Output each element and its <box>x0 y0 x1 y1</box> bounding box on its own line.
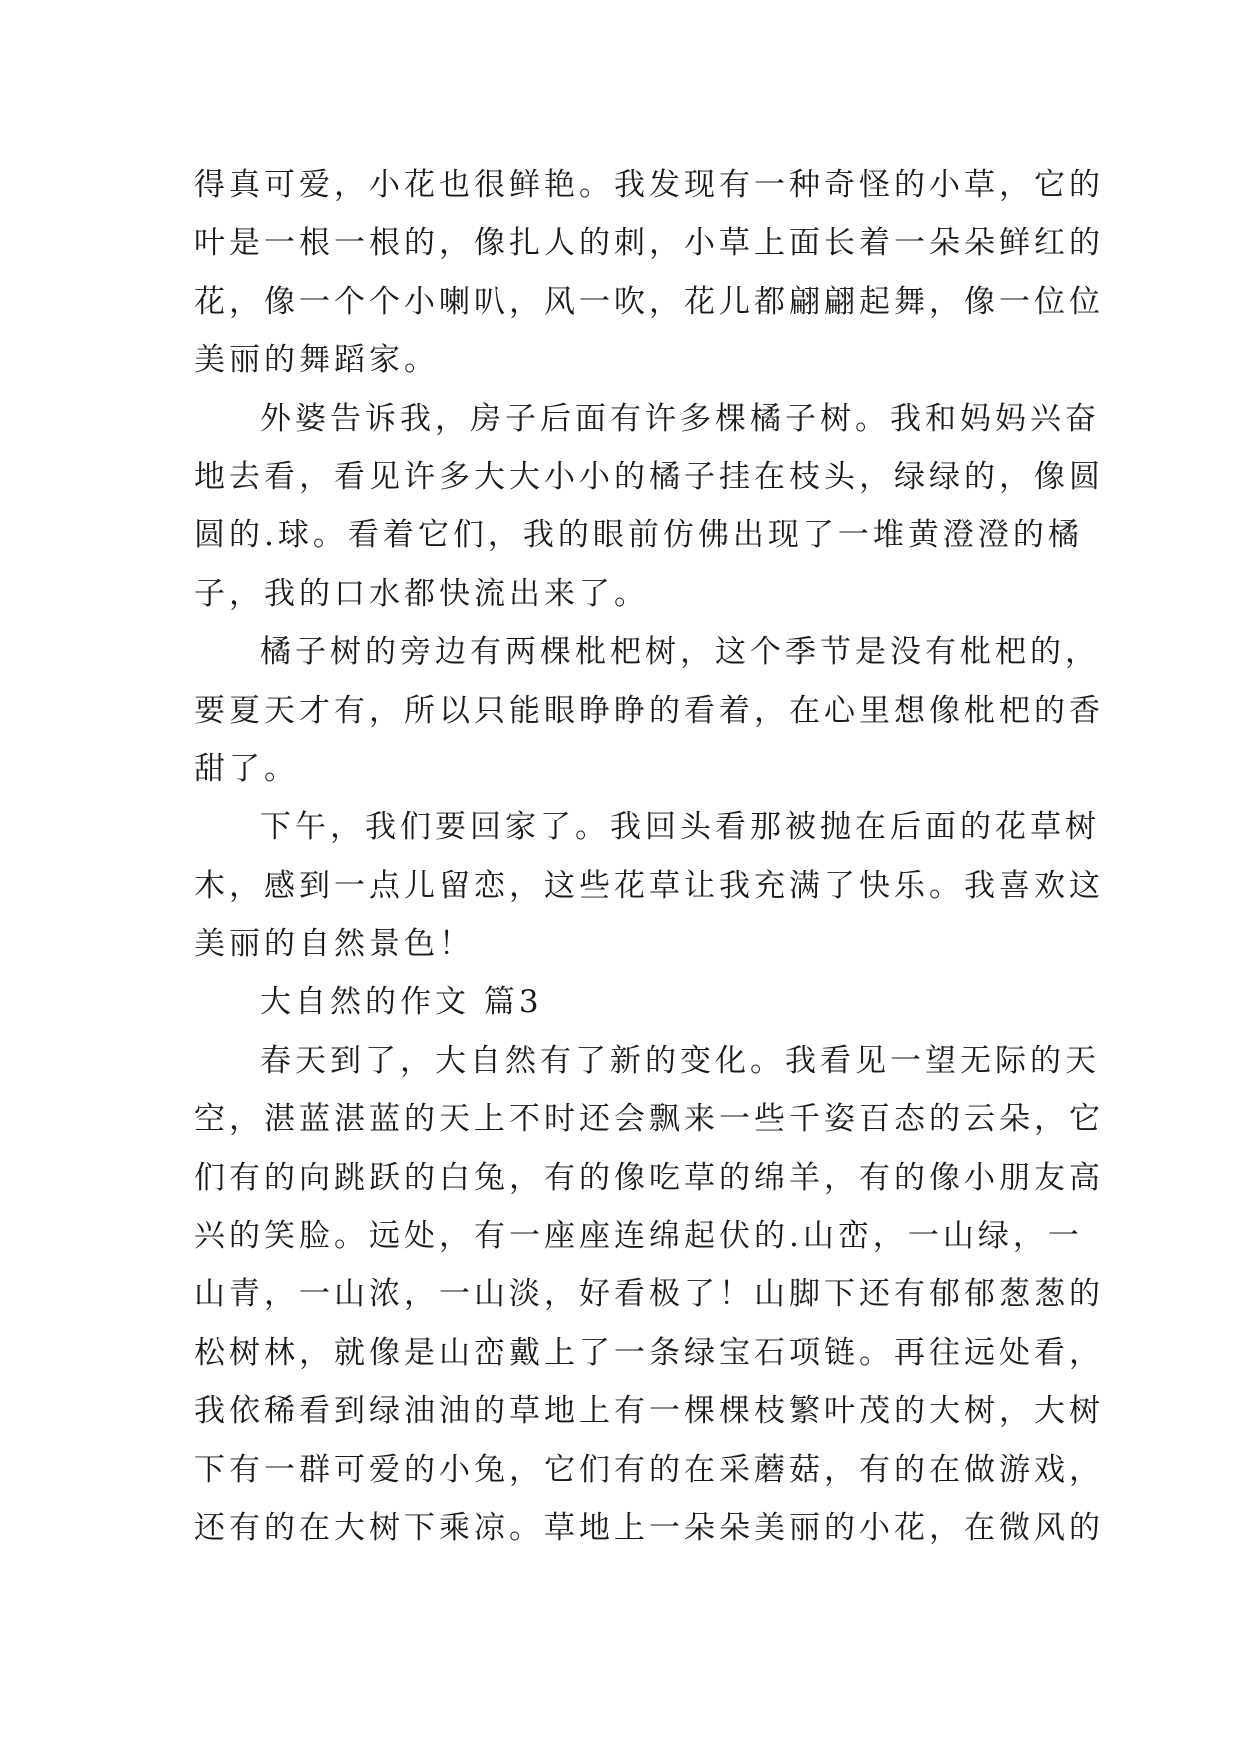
text-line: 我依稀看到绿油油的草地上有一棵棵枝繁叶茂的大树，大树 <box>194 1393 1104 1430</box>
text-line: 山青，一山浓，一山淡，好看极了！山脚下还有郁郁葱葱的 <box>194 1276 1104 1313</box>
text-line: 们有的向跳跃的白兔，有的像吃草的绵羊，有的像小朋友高 <box>194 1159 1104 1196</box>
text-line: 木，感到一点儿留恋，这些花草让我充满了快乐。我喜欢这 <box>194 867 1104 904</box>
text-line: 叶是一根一根的，像扎人的刺，小草上面长着一朵朵鲜红的 <box>194 225 1104 262</box>
text-line: 美丽的自然景色！ <box>194 926 474 963</box>
text-line: 圆的.球。看着它们，我的眼前仿佛出现了一堆黄澄澄的橘 <box>194 517 1083 554</box>
text-line: 子，我的口水都快流出来了。 <box>194 575 649 612</box>
text-line: 美丽的舞蹈家。 <box>194 342 439 379</box>
text-line: 下午，我们要回家了。我回头看那被抛在后面的花草树 <box>260 809 1100 846</box>
text-line: 地去看，看见许多大大小小的橘子挂在枝头，绿绿的，像圆 <box>194 458 1104 495</box>
text-line: 外婆告诉我，房子后面有许多棵橘子树。我和妈妈兴奋 <box>260 400 1100 437</box>
text-line: 春天到了，大自然有了新的变化。我看见一望无际的天 <box>260 1042 1100 1079</box>
text-line: 得真可爱，小花也很鲜艳。我发现有一种奇怪的小草，它的 <box>194 167 1104 203</box>
section-heading: 大自然的作文 篇3 <box>260 984 543 1021</box>
text-line: 兴的笑脸。远处，有一座座连绵起伏的.山峦，一山绿，一 <box>194 1218 1083 1255</box>
text-line: 还有的在大树下乘凉。草地上一朵朵美丽的小花，在微风的 <box>194 1509 1104 1546</box>
text-line: 空，湛蓝湛蓝的天上不时还会飘来一些千姿百态的云朵，它 <box>194 1101 1104 1138</box>
text-line: 甜了。 <box>194 750 299 787</box>
document-body <box>194 156 1104 1557</box>
text-line: 橘子树的旁边有两棵枇杷树，这个季节是没有枇杷的， <box>260 634 1100 671</box>
text-line: 松树林，就像是山峦戴上了一条绿宝石项链。再往远处看， <box>194 1334 1104 1371</box>
text-line: 下有一群可爱的小兔，它们有的在采蘑菇，有的在做游戏， <box>194 1451 1104 1488</box>
text-line: 花，像一个个小喇叭，风一吹，花儿都翩翩起舞，像一位位 <box>194 283 1104 320</box>
text-line: 要夏天才有，所以只能眼睁睁的看着，在心里想像枇杷的香 <box>194 692 1104 729</box>
